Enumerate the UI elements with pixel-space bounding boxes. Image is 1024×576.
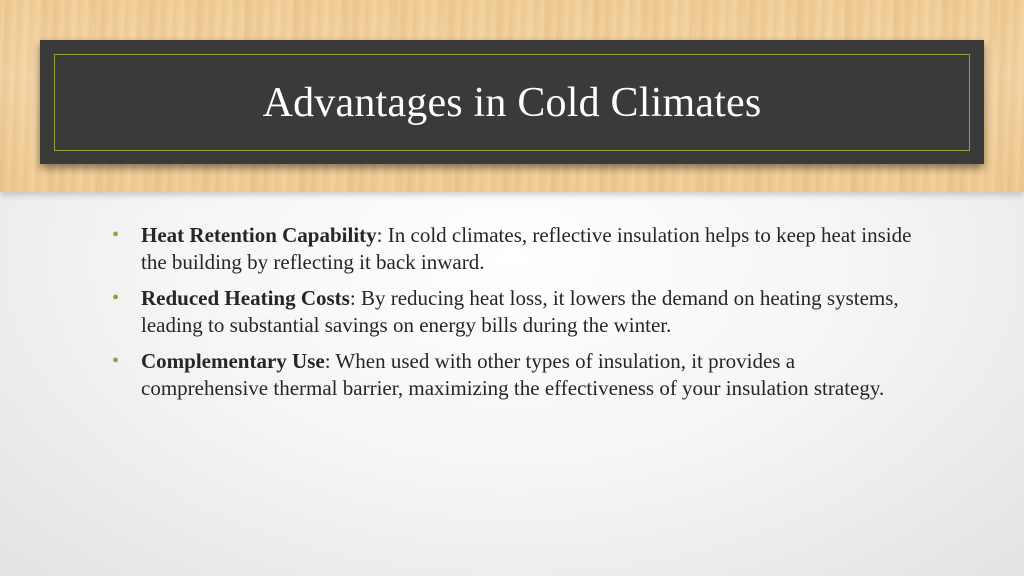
bullet-dot-icon: • [112,350,120,372]
bullet-text: In cold climates, reflective insulation helps to keep heat inside the building by reflecting it back inward. [141,223,912,274]
bullet-dot-icon: • [112,287,120,309]
bullet-dot-icon: • [112,224,120,246]
bullet-item-heat-retention [112,222,912,276]
bullet-separator: : [349,286,356,310]
bullet-separator: : [376,223,383,247]
slide-title: Advantages in Cold Climates [262,79,762,126]
title-chalkboard [40,40,984,164]
bullet-text: By reducing heat loss, it lowers the demand on heating systems, leading to substantial savings on energy bills during the winter. [141,286,899,337]
title-frame [54,54,970,151]
wood-header-background [0,0,1024,192]
bullet-term: Reduced Heating Costs [141,286,350,310]
bullet-item-complementary-use [112,348,912,402]
bullet-term: Complementary Use [141,349,325,373]
bullet-item-reduced-heating-costs [112,285,912,339]
bullet-separator: : [324,349,331,373]
bullet-list [112,222,912,411]
bullet-term: Heat Retention Capability [141,223,377,247]
bullet-text: When used with other types of insulation, it provides a comprehensive thermal barrier, maximizing the effectiveness of your insulation strategy. [141,349,885,400]
